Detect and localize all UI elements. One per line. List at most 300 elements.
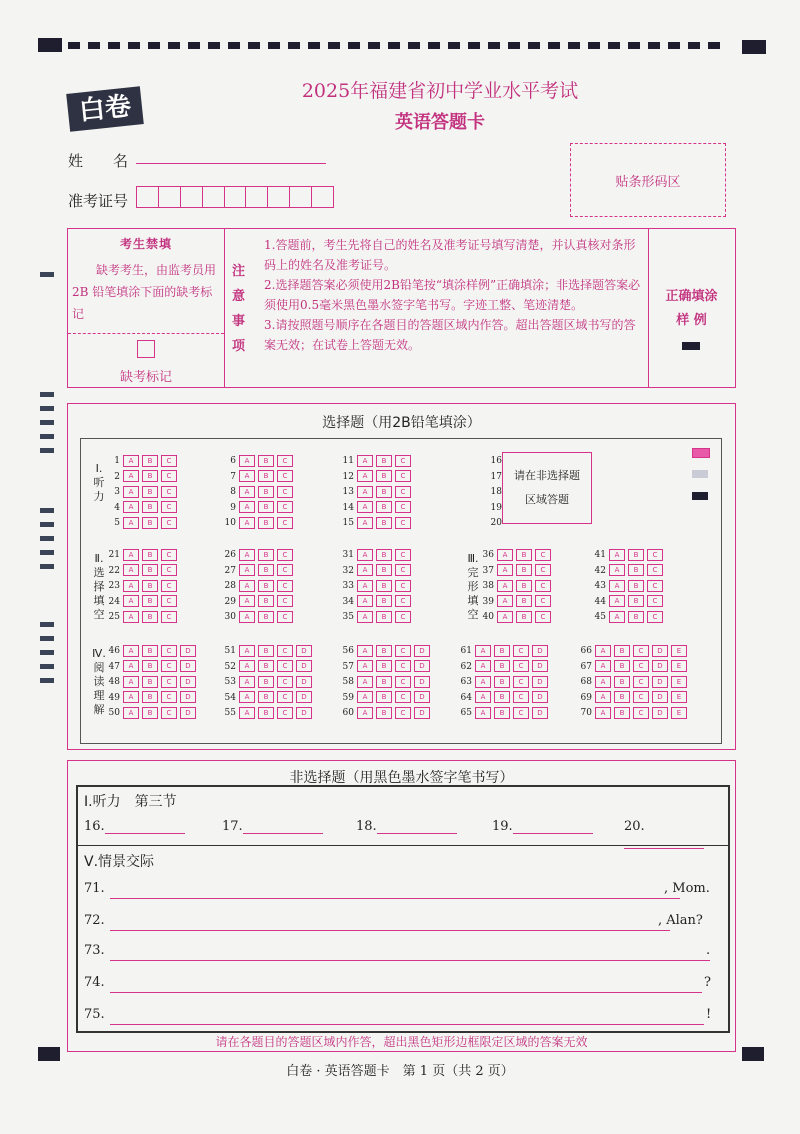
answer-bubble-36-c[interactable]: C bbox=[535, 549, 551, 561]
question-row bbox=[340, 485, 414, 499]
question-number: 21 bbox=[108, 550, 120, 560]
answer-bubble-63-a[interactable]: A bbox=[475, 676, 491, 688]
answer-bubble-43-a[interactable]: A bbox=[609, 580, 625, 592]
answer-bubble-11-b[interactable]: B bbox=[376, 455, 392, 467]
answer-bubble-47-a[interactable]: A bbox=[123, 660, 139, 672]
answer-bubble-62-c[interactable]: C bbox=[513, 660, 529, 672]
answer-bubble-40-b[interactable]: B bbox=[516, 611, 532, 623]
question-row bbox=[458, 644, 551, 658]
legend bbox=[692, 448, 710, 500]
question-row bbox=[578, 706, 690, 720]
answer-bubble-22-c[interactable]: C bbox=[161, 564, 177, 576]
answer-bubble-60-d[interactable]: D bbox=[414, 707, 430, 719]
answer-bubble-22-b[interactable]: B bbox=[142, 564, 158, 576]
answer-bubble-5-a[interactable]: A bbox=[123, 517, 139, 529]
answer-bubble-61-b[interactable]: B bbox=[494, 645, 510, 657]
answer-bubble-6-b[interactable]: B bbox=[258, 455, 274, 467]
question-row bbox=[222, 579, 296, 593]
listening-num: 16. bbox=[84, 819, 105, 834]
barcode-area bbox=[570, 143, 726, 217]
answer-bubble-6-c[interactable]: C bbox=[277, 455, 293, 467]
answer-bubble-59-b[interactable]: B bbox=[376, 691, 392, 703]
answer-bubble-39-a[interactable]: A bbox=[497, 595, 513, 607]
answer-bubble-70-e[interactable]: E bbox=[671, 707, 687, 719]
forbidden-text: 缺考考生，由监考员用 2B 铅笔填涂下面的缺考标记 bbox=[72, 263, 217, 321]
answer-bubble-50-a[interactable]: A bbox=[123, 707, 139, 719]
answer-bubble-3-b[interactable]: B bbox=[142, 486, 158, 498]
answer-bubble-15-a[interactable]: A bbox=[357, 517, 373, 529]
question-number: 20 bbox=[490, 518, 502, 528]
answer-bubble-64-b[interactable]: B bbox=[494, 691, 510, 703]
answer-bubble-25-b[interactable]: B bbox=[142, 611, 158, 623]
answer-bubble-54-a[interactable]: A bbox=[239, 691, 255, 703]
answer-bubble-33-b[interactable]: B bbox=[376, 580, 392, 592]
answer-bubble-3-a[interactable]: A bbox=[123, 486, 139, 498]
answer-bubble-42-c[interactable]: C bbox=[647, 564, 663, 576]
answer-bubble-29-a[interactable]: A bbox=[239, 595, 255, 607]
answer-bubble-69-b[interactable]: B bbox=[614, 691, 630, 703]
answer-bubble-44-a[interactable]: A bbox=[609, 595, 625, 607]
answer-bubble-13-b[interactable]: B bbox=[376, 486, 392, 498]
answer-bubble-24-b[interactable]: B bbox=[142, 595, 158, 607]
answer-bubble-66-a[interactable]: A bbox=[595, 645, 611, 657]
question-number: 48 bbox=[108, 677, 120, 687]
answer-bubble-33-a[interactable]: A bbox=[357, 580, 373, 592]
answer-bubble-46-b[interactable]: B bbox=[142, 645, 158, 657]
answer-bubble-10-b[interactable]: B bbox=[258, 517, 274, 529]
answer-bubble-52-b[interactable]: B bbox=[258, 660, 274, 672]
answer-bubble-56-b[interactable]: B bbox=[376, 645, 392, 657]
nonchoice-note-box bbox=[502, 452, 592, 524]
answer-bubble-57-a[interactable]: A bbox=[357, 660, 373, 672]
answer-bubble-57-c[interactable]: C bbox=[395, 660, 411, 672]
answer-bubble-51-c[interactable]: C bbox=[277, 645, 293, 657]
exam-number-label: 准考证号 bbox=[68, 192, 129, 210]
answer-bubble-43-c[interactable]: C bbox=[647, 580, 663, 592]
answer-blank-17[interactable] bbox=[243, 819, 323, 834]
answer-bubble-12-a[interactable]: A bbox=[357, 470, 373, 482]
absent-mark-checkbox[interactable] bbox=[137, 340, 155, 358]
answer-bubble-48-b[interactable]: B bbox=[142, 676, 158, 688]
answer-bubble-55-b[interactable]: B bbox=[258, 707, 274, 719]
answer-bubble-38-b[interactable]: B bbox=[516, 580, 532, 592]
answer-bubble-67-a[interactable]: A bbox=[595, 660, 611, 672]
answer-line-71[interactable] bbox=[110, 898, 680, 899]
question-number: 54 bbox=[224, 692, 236, 703]
answer-bubble-67-b[interactable]: B bbox=[614, 660, 630, 672]
answer-bubble-59-c[interactable]: C bbox=[395, 691, 411, 703]
dialog-title: Ⅴ.情景交际 bbox=[84, 854, 155, 870]
answer-bubble-12-b[interactable]: B bbox=[376, 470, 392, 482]
answer-bubble-10-a[interactable]: A bbox=[239, 517, 255, 529]
answer-bubble-65-a[interactable]: A bbox=[475, 707, 491, 719]
answer-bubble-30-b[interactable]: B bbox=[258, 611, 274, 623]
question-row bbox=[106, 595, 180, 609]
answer-bubble-47-d[interactable]: D bbox=[180, 660, 196, 672]
answer-bubble-32-b[interactable]: B bbox=[376, 564, 392, 576]
answer-bubble-48-d[interactable]: D bbox=[180, 676, 196, 688]
answer-bubble-35-a[interactable]: A bbox=[357, 611, 373, 623]
answer-bubble-32-a[interactable]: A bbox=[357, 564, 373, 576]
answer-bubble-2-a[interactable]: A bbox=[123, 470, 139, 482]
answer-bubble-1-c[interactable]: C bbox=[161, 455, 177, 467]
answer-bubble-1-a[interactable]: A bbox=[123, 455, 139, 467]
answer-bubble-35-c[interactable]: C bbox=[395, 611, 411, 623]
question-row bbox=[106, 516, 180, 530]
answer-bubble-22-a[interactable]: A bbox=[123, 564, 139, 576]
answer-bubble-13-c[interactable]: C bbox=[395, 486, 411, 498]
answer-bubble-67-d[interactable]: D bbox=[652, 660, 668, 672]
answer-bubble-42-a[interactable]: A bbox=[609, 564, 625, 576]
answer-bubble-70-b[interactable]: B bbox=[614, 707, 630, 719]
question-row bbox=[578, 691, 690, 705]
answer-bubble-23-c[interactable]: C bbox=[161, 580, 177, 592]
answer-bubble-14-b[interactable]: B bbox=[376, 501, 392, 513]
answer-bubble-65-b[interactable]: B bbox=[494, 707, 510, 719]
answer-bubble-58-c[interactable]: C bbox=[395, 676, 411, 688]
answer-bubble-21-a[interactable]: A bbox=[123, 549, 139, 561]
answer-bubble-12-c[interactable]: C bbox=[395, 470, 411, 482]
answer-bubble-44-c[interactable]: C bbox=[647, 595, 663, 607]
answer-bubble-25-c[interactable]: C bbox=[161, 611, 177, 623]
answer-bubble-68-b[interactable]: B bbox=[614, 676, 630, 688]
answer-bubble-46-d[interactable]: D bbox=[180, 645, 196, 657]
answer-bubble-47-b[interactable]: B bbox=[142, 660, 158, 672]
answer-bubble-54-b[interactable]: B bbox=[258, 691, 274, 703]
question-number: 44 bbox=[594, 596, 606, 607]
answer-bubble-69-a[interactable]: A bbox=[595, 691, 611, 703]
answer-bubble-53-b[interactable]: B bbox=[258, 676, 274, 688]
question-number: 28 bbox=[224, 581, 236, 591]
answer-bubble-66-e[interactable]: E bbox=[671, 645, 687, 657]
answer-line-73[interactable] bbox=[110, 960, 710, 961]
answer-bubble-27-a[interactable]: A bbox=[239, 564, 255, 576]
answer-bubble-9-c[interactable]: C bbox=[277, 501, 293, 513]
answer-bubble-53-a[interactable]: A bbox=[239, 676, 255, 688]
answer-bubble-52-a[interactable]: A bbox=[239, 660, 255, 672]
question-row bbox=[106, 470, 180, 484]
answer-bubble-55-a[interactable]: A bbox=[239, 707, 255, 719]
answer-bubble-34-c[interactable]: C bbox=[395, 595, 411, 607]
question-row bbox=[480, 548, 554, 562]
answer-bubble-3-c[interactable]: C bbox=[161, 486, 177, 498]
question-number: 65 bbox=[460, 708, 472, 718]
answer-bubble-53-d[interactable]: D bbox=[296, 676, 312, 688]
answer-bubble-9-b[interactable]: B bbox=[258, 501, 274, 513]
section-3-label: Ⅲ.完形填空 bbox=[467, 552, 479, 621]
answer-bubble-49-c[interactable]: C bbox=[161, 691, 177, 703]
answer-bubble-8-a[interactable]: A bbox=[239, 486, 255, 498]
answer-bubble-36-a[interactable]: A bbox=[497, 549, 513, 561]
question-number: 6 bbox=[230, 456, 236, 466]
question-number: 2 bbox=[114, 471, 120, 482]
question-number: 58 bbox=[342, 677, 354, 687]
answer-bubble-26-c[interactable]: C bbox=[277, 549, 293, 561]
question-row bbox=[480, 579, 554, 593]
question-row bbox=[340, 564, 414, 578]
answer-bubble-50-d[interactable]: D bbox=[180, 707, 196, 719]
question-row bbox=[592, 610, 666, 624]
question-number: 32 bbox=[342, 565, 354, 576]
answer-bubble-65-c[interactable]: C bbox=[513, 707, 529, 719]
answer-bubble-7-a[interactable]: A bbox=[239, 470, 255, 482]
answer-bubble-60-c[interactable]: C bbox=[395, 707, 411, 719]
legend-swatch-gray bbox=[692, 470, 708, 478]
answer-bubble-45-b[interactable]: B bbox=[628, 611, 644, 623]
answer-bubble-30-c[interactable]: C bbox=[277, 611, 293, 623]
answer-bubble-66-c[interactable]: C bbox=[633, 645, 649, 657]
question-number: 57 bbox=[342, 661, 354, 672]
answer-bubble-44-b[interactable]: B bbox=[628, 595, 644, 607]
question-number: 1 bbox=[114, 456, 120, 466]
answer-bubble-51-a[interactable]: A bbox=[239, 645, 255, 657]
question-number: 70 bbox=[580, 708, 592, 718]
answer-bubble-7-c[interactable]: C bbox=[277, 470, 293, 482]
answer-bubble-70-d[interactable]: D bbox=[652, 707, 668, 719]
answer-bubble-52-d[interactable]: D bbox=[296, 660, 312, 672]
answer-blank-16[interactable] bbox=[105, 819, 185, 834]
answer-bubble-27-c[interactable]: C bbox=[277, 564, 293, 576]
answer-bubble-58-d[interactable]: D bbox=[414, 676, 430, 688]
answer-bubble-64-d[interactable]: D bbox=[532, 691, 548, 703]
answer-bubble-10-c[interactable]: C bbox=[277, 517, 293, 529]
answer-bubble-49-b[interactable]: B bbox=[142, 691, 158, 703]
answer-bubble-11-a[interactable]: A bbox=[357, 455, 373, 467]
question-number: 51 bbox=[224, 646, 236, 656]
answer-bubble-51-d[interactable]: D bbox=[296, 645, 312, 657]
answer-bubble-68-d[interactable]: D bbox=[652, 676, 668, 688]
answer-bubble-28-c[interactable]: C bbox=[277, 580, 293, 592]
answer-bubble-21-b[interactable]: B bbox=[142, 549, 158, 561]
answer-bubble-5-c[interactable]: C bbox=[161, 517, 177, 529]
answer-bubble-59-d[interactable]: D bbox=[414, 691, 430, 703]
answer-bubble-34-a[interactable]: A bbox=[357, 595, 373, 607]
answer-bubble-50-c[interactable]: C bbox=[161, 707, 177, 719]
answer-bubble-70-a[interactable]: A bbox=[595, 707, 611, 719]
name-field[interactable] bbox=[136, 163, 326, 164]
answer-bubble-54-d[interactable]: D bbox=[296, 691, 312, 703]
answer-bubble-55-d[interactable]: D bbox=[296, 707, 312, 719]
answer-bubble-39-c[interactable]: C bbox=[535, 595, 551, 607]
question-number: 69 bbox=[580, 692, 592, 703]
answer-bubble-68-c[interactable]: C bbox=[633, 676, 649, 688]
attention-label: 注意事项 bbox=[232, 264, 246, 354]
question-number: 13 bbox=[342, 487, 354, 497]
answer-bubble-23-a[interactable]: A bbox=[123, 580, 139, 592]
question-number: 45 bbox=[594, 612, 606, 622]
answer-bubble-40-a[interactable]: A bbox=[497, 611, 513, 623]
answer-blank-19[interactable] bbox=[513, 819, 593, 834]
answer-bubble-25-a[interactable]: A bbox=[123, 611, 139, 623]
answer-bubble-63-b[interactable]: B bbox=[494, 676, 510, 688]
answer-bubble-46-a[interactable]: A bbox=[123, 645, 139, 657]
answer-bubble-68-a[interactable]: A bbox=[595, 676, 611, 688]
answer-bubble-48-c[interactable]: C bbox=[161, 676, 177, 688]
answer-bubble-45-a[interactable]: A bbox=[609, 611, 625, 623]
question-row bbox=[106, 548, 180, 562]
exam-number-boxes[interactable] bbox=[136, 186, 334, 208]
answer-bubble-48-a[interactable]: A bbox=[123, 676, 139, 688]
answer-bubble-33-c[interactable]: C bbox=[395, 580, 411, 592]
answer-bubble-23-b[interactable]: B bbox=[142, 580, 158, 592]
question-number: 19 bbox=[490, 502, 502, 513]
answer-bubble-35-b[interactable]: B bbox=[376, 611, 392, 623]
answer-bubble-26-b[interactable]: B bbox=[258, 549, 274, 561]
question-row bbox=[106, 660, 199, 674]
answer-bubble-1-b[interactable]: B bbox=[142, 455, 158, 467]
answer-bubble-30-a[interactable]: A bbox=[239, 611, 255, 623]
answer-bubble-53-c[interactable]: C bbox=[277, 676, 293, 688]
answer-bubble-69-e[interactable]: E bbox=[671, 691, 687, 703]
answer-bubble-61-d[interactable]: D bbox=[532, 645, 548, 657]
answer-bubble-21-c[interactable]: C bbox=[161, 549, 177, 561]
answer-bubble-62-b[interactable]: B bbox=[494, 660, 510, 672]
answer-bubble-31-c[interactable]: C bbox=[395, 549, 411, 561]
answer-bubble-42-b[interactable]: B bbox=[628, 564, 644, 576]
answer-bubble-32-c[interactable]: C bbox=[395, 564, 411, 576]
answer-bubble-15-c[interactable]: C bbox=[395, 517, 411, 529]
answer-bubble-27-b[interactable]: B bbox=[258, 564, 274, 576]
answer-bubble-37-b[interactable]: B bbox=[516, 564, 532, 576]
answer-bubble-37-a[interactable]: A bbox=[497, 564, 513, 576]
question-number: 30 bbox=[224, 612, 236, 622]
answer-bubble-4-b[interactable]: B bbox=[142, 501, 158, 513]
answer-bubble-57-b[interactable]: B bbox=[376, 660, 392, 672]
answer-bubble-66-d[interactable]: D bbox=[652, 645, 668, 657]
answer-bubble-68-e[interactable]: E bbox=[671, 676, 687, 688]
question-number: 11 bbox=[342, 456, 354, 466]
answer-bubble-11-c[interactable]: C bbox=[395, 455, 411, 467]
answer-bubble-61-c[interactable]: C bbox=[513, 645, 529, 657]
question-row bbox=[340, 595, 414, 609]
question-number: 63 bbox=[460, 677, 472, 687]
listening-num: 18. bbox=[356, 819, 377, 834]
answer-bubble-63-c[interactable]: C bbox=[513, 676, 529, 688]
answer-bubble-15-b[interactable]: B bbox=[376, 517, 392, 529]
answer-bubble-62-d[interactable]: D bbox=[532, 660, 548, 672]
answer-bubble-56-d[interactable]: D bbox=[414, 645, 430, 657]
answer-line-72[interactable] bbox=[110, 930, 670, 931]
question-row bbox=[592, 548, 666, 562]
answer-bubble-41-a[interactable]: A bbox=[609, 549, 625, 561]
answer-bubble-59-a[interactable]: A bbox=[357, 691, 373, 703]
answer-bubble-40-c[interactable]: C bbox=[535, 611, 551, 623]
answer-bubble-56-a[interactable]: A bbox=[357, 645, 373, 657]
answer-bubble-64-a[interactable]: A bbox=[475, 691, 491, 703]
answer-bubble-31-b[interactable]: B bbox=[376, 549, 392, 561]
answer-bubble-38-c[interactable]: C bbox=[535, 580, 551, 592]
answer-bubble-28-a[interactable]: A bbox=[239, 580, 255, 592]
answer-line-74[interactable] bbox=[110, 992, 702, 993]
answer-bubble-62-a[interactable]: A bbox=[475, 660, 491, 672]
answer-bubble-50-b[interactable]: B bbox=[142, 707, 158, 719]
answer-bubble-69-d[interactable]: D bbox=[652, 691, 668, 703]
question-number: 35 bbox=[342, 612, 354, 622]
answer-bubble-49-d[interactable]: D bbox=[180, 691, 196, 703]
answer-bubble-46-c[interactable]: C bbox=[161, 645, 177, 657]
answer-bubble-43-b[interactable]: B bbox=[628, 580, 644, 592]
answer-bubble-70-c[interactable]: C bbox=[633, 707, 649, 719]
answer-bubble-54-c[interactable]: C bbox=[277, 691, 293, 703]
question-row bbox=[480, 595, 554, 609]
answer-bubble-26-a[interactable]: A bbox=[239, 549, 255, 561]
answer-bubble-69-c[interactable]: C bbox=[633, 691, 649, 703]
answer-bubble-36-b[interactable]: B bbox=[516, 549, 532, 561]
answer-bubble-57-d[interactable]: D bbox=[414, 660, 430, 672]
answer-bubble-29-c[interactable]: C bbox=[277, 595, 293, 607]
answer-bubble-29-b[interactable]: B bbox=[258, 595, 274, 607]
answer-bubble-58-b[interactable]: B bbox=[376, 676, 392, 688]
answer-bubble-56-c[interactable]: C bbox=[395, 645, 411, 657]
answer-blank-20[interactable] bbox=[624, 834, 704, 849]
answer-bubble-65-d[interactable]: D bbox=[532, 707, 548, 719]
question-number: 12 bbox=[342, 471, 354, 482]
answer-bubble-37-c[interactable]: C bbox=[535, 564, 551, 576]
answer-bubble-47-c[interactable]: C bbox=[161, 660, 177, 672]
answer-bubble-14-c[interactable]: C bbox=[395, 501, 411, 513]
answer-bubble-58-a[interactable]: A bbox=[357, 676, 373, 688]
question-number: 41 bbox=[594, 550, 606, 560]
answer-bubble-5-b[interactable]: B bbox=[142, 517, 158, 529]
section-4-label: Ⅳ.阅读理解 bbox=[92, 647, 106, 716]
answer-bubble-60-b[interactable]: B bbox=[376, 707, 392, 719]
nonchoice-footer-warning: 请在各题目的答题区域内作答，超出黑色矩形边框限定区域的答案无效 bbox=[215, 1035, 588, 1049]
answer-bubble-51-b[interactable]: B bbox=[258, 645, 274, 657]
answer-bubble-61-a[interactable]: A bbox=[475, 645, 491, 657]
answer-bubble-67-e[interactable]: E bbox=[671, 660, 687, 672]
answer-bubble-4-c[interactable]: C bbox=[161, 501, 177, 513]
answer-bubble-9-a[interactable]: A bbox=[239, 501, 255, 513]
answer-bubble-4-a[interactable]: A bbox=[123, 501, 139, 513]
answer-bubble-49-a[interactable]: A bbox=[123, 691, 139, 703]
answer-bubble-8-b[interactable]: B bbox=[258, 486, 274, 498]
question-number: 36 bbox=[482, 550, 494, 560]
answer-bubble-63-d[interactable]: D bbox=[532, 676, 548, 688]
answer-bubble-34-b[interactable]: B bbox=[376, 595, 392, 607]
answer-bubble-60-a[interactable]: A bbox=[357, 707, 373, 719]
answer-bubble-2-c[interactable]: C bbox=[161, 470, 177, 482]
answer-bubble-55-c[interactable]: C bbox=[277, 707, 293, 719]
answer-bubble-52-c[interactable]: C bbox=[277, 660, 293, 672]
answer-bubble-28-b[interactable]: B bbox=[258, 580, 274, 592]
answer-bubble-31-a[interactable]: A bbox=[357, 549, 373, 561]
answer-bubble-2-b[interactable]: B bbox=[142, 470, 158, 482]
answer-bubble-39-b[interactable]: B bbox=[516, 595, 532, 607]
question-row bbox=[340, 548, 414, 562]
answer-bubble-24-c[interactable]: C bbox=[161, 595, 177, 607]
listening-title: Ⅰ.听力 第三节 bbox=[84, 794, 177, 810]
answer-bubble-6-a[interactable]: A bbox=[239, 455, 255, 467]
answer-bubble-7-b[interactable]: B bbox=[258, 470, 274, 482]
question-number: 17 bbox=[490, 471, 502, 482]
answer-bubble-38-a[interactable]: A bbox=[497, 580, 513, 592]
answer-bubble-8-c[interactable]: C bbox=[277, 486, 293, 498]
answer-bubble-24-a[interactable]: A bbox=[123, 595, 139, 607]
answer-bubble-41-c[interactable]: C bbox=[647, 549, 663, 561]
line-number-71: 71. bbox=[84, 881, 105, 896]
answer-bubble-41-b[interactable]: B bbox=[628, 549, 644, 561]
question-row bbox=[340, 644, 433, 658]
answer-bubble-64-c[interactable]: C bbox=[513, 691, 529, 703]
answer-bubble-14-a[interactable]: A bbox=[357, 501, 373, 513]
answer-bubble-66-b[interactable]: B bbox=[614, 645, 630, 657]
answer-blank-18[interactable] bbox=[377, 819, 457, 834]
answer-line-75[interactable] bbox=[110, 1024, 704, 1025]
answer-bubble-45-c[interactable]: C bbox=[647, 611, 663, 623]
answer-bubble-13-a[interactable]: A bbox=[357, 486, 373, 498]
question-number: 62 bbox=[460, 661, 472, 672]
answer-bubble-67-c[interactable]: C bbox=[633, 660, 649, 672]
